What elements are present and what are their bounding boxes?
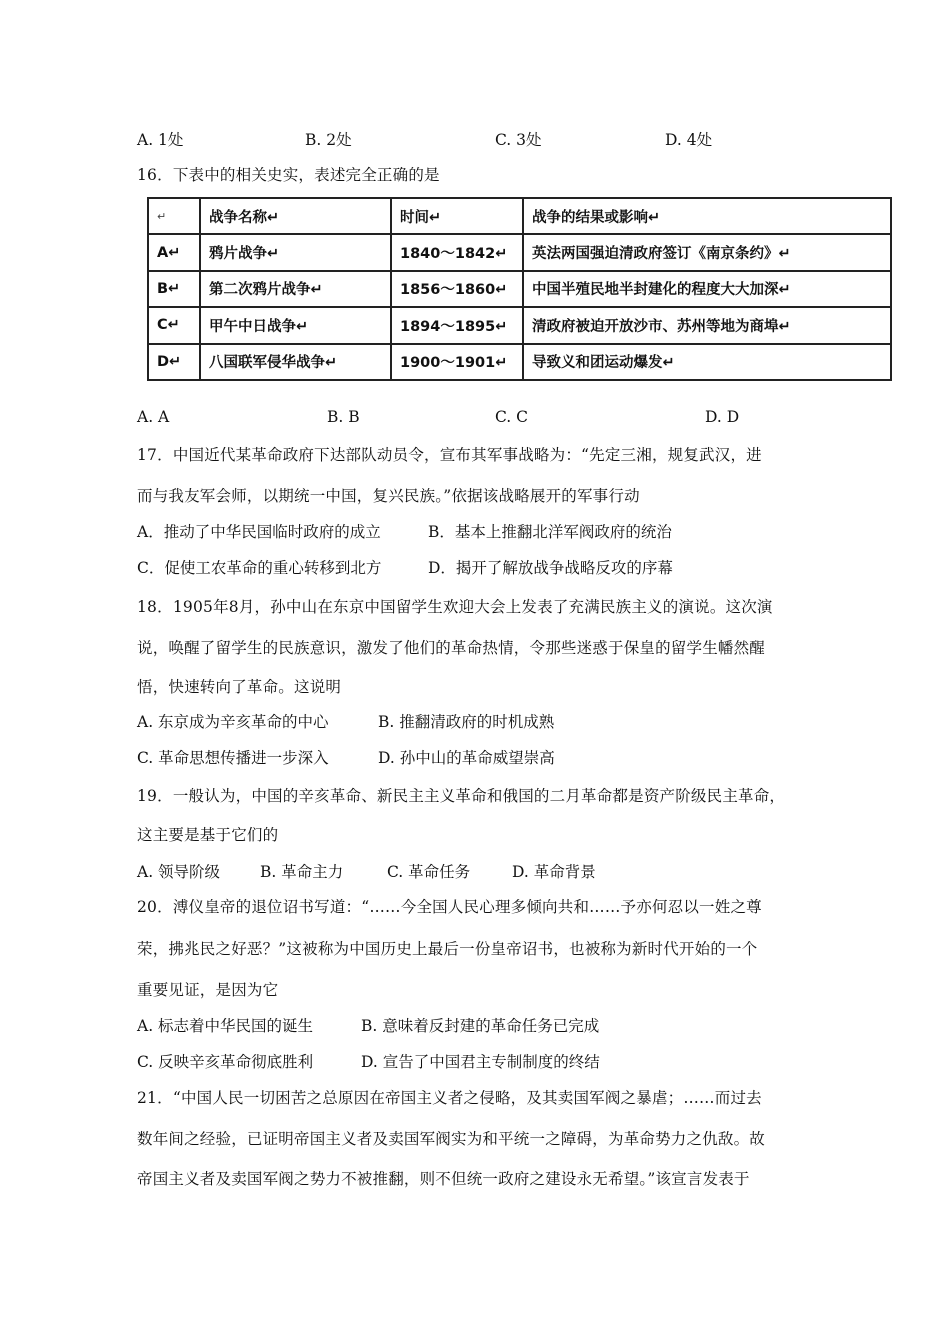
q19-stem-line: 这主要是基于它们的 <box>137 826 279 844</box>
table-cell: 英法两国强迫清政府签订《南京条约》↵ <box>523 234 891 270</box>
table-row <box>148 271 891 307</box>
q21-stem-line: 21．“中国人民一切困苦之总原因在帝国主义者之侵略，及其卖国军阀之暴虐；……而过去 <box>137 1089 762 1107</box>
q19-option-b: B. 革命主力 <box>260 863 344 881</box>
q18-stem-line: 悟，快速转向了革命。这说明 <box>137 678 342 696</box>
table-cell: 1856～1860↵ <box>391 271 523 307</box>
q18-option-b: B. 推翻清政府的时机成熟 <box>378 713 555 731</box>
q20-stem-line: 重要见证，是因为它 <box>137 981 279 999</box>
table-cell: 战争的结果或影响↵ <box>523 198 891 234</box>
q19-stem-line: 19．一般认为，中国的辛亥革命、新民主主义革命和俄国的二月革命都是资产阶级民主革命， <box>137 787 786 805</box>
q18-stem-line: 说，唤醒了留学生的民族意识，激发了他们的革命热情，令那些迷惑于保皇的留学生幡然醒 <box>137 639 766 657</box>
q19-option-c: C. 革命任务 <box>387 863 471 881</box>
q16-option-b: B. B <box>327 408 360 426</box>
q17-option-a: A．推动了中华民国临时政府的成立 <box>137 523 381 541</box>
table-cell: 鸦片战争↵ <box>200 234 391 270</box>
table-cell: 1840～1842↵ <box>391 234 523 270</box>
q21-stem-line: 帝国主义者及卖国军阀之势力不被推翻，则不但统一政府之建设永无希望。”该宣言发表于 <box>137 1170 750 1188</box>
table-cell: 八国联军侵华战争↵ <box>200 344 391 380</box>
q15-option-c: C. 3处 <box>495 131 542 149</box>
table-cell: A↵ <box>148 234 200 270</box>
q17-stem-line: 而与我友军会师，以期统一中国，复兴民族。”依据该战略展开的军事行动 <box>137 487 640 505</box>
table-cell: 第二次鸦片战争↵ <box>200 271 391 307</box>
q17-option-c: C．促使工农革命的重心转移到北方 <box>137 559 382 577</box>
q16-stem: 16．下表中的相关史实，表述完全正确的是 <box>137 166 440 184</box>
table-cell: C↵ <box>148 307 200 343</box>
q19-option-a: A. 领导阶级 <box>137 863 221 881</box>
q15-option-d: D. 4处 <box>665 131 713 149</box>
table-cell: B↵ <box>148 271 200 307</box>
q18-option-d: D. 孙中山的革命威望崇高 <box>378 749 555 767</box>
q18-option-c: C. 革命思想传播进一步深入 <box>137 749 329 767</box>
table-row <box>148 234 891 270</box>
q16-option-d: D. D <box>705 408 740 426</box>
q19-option-d: D. 革命背景 <box>512 863 596 881</box>
q17-option-b: B．基本上推翻北洋军阀政府的统治 <box>428 523 672 541</box>
q16-option-a: A. A <box>137 408 170 426</box>
q20-option-d: D. 宣告了中国君主专制制度的终结 <box>361 1053 600 1071</box>
table-cell: 1900～1901↵ <box>391 344 523 380</box>
table-row <box>148 307 891 343</box>
q21-stem-line: 数年间之经验，已证明帝国主义者及卖国军阀实为和平统一之障碍，为革命势力之仇敌。故 <box>137 1130 766 1148</box>
table-header-row <box>148 198 891 234</box>
table-cell: ↵ <box>148 198 200 234</box>
wars-table <box>147 197 892 381</box>
table-cell: 导致义和团运动爆发↵ <box>523 344 891 380</box>
table-cell: 时间↵ <box>391 198 523 234</box>
q20-stem-line: 20．溥仪皇帝的退位诏书写道：“……今全国人民心理多倾向共和……予亦何忍以一姓之尊 <box>137 898 762 916</box>
q16-option-c: C. C <box>495 408 529 426</box>
q17-option-d: D．揭开了解放战争战略反攻的序幕 <box>428 559 673 577</box>
q20-option-b: B. 意味着反封建的革命任务已完成 <box>361 1017 600 1035</box>
table-row <box>148 344 891 380</box>
q20-option-c: C. 反映辛亥革命彻底胜利 <box>137 1053 314 1071</box>
table-cell: 中国半殖民地半封建化的程度大大加深↵ <box>523 271 891 307</box>
q15-option-b: B. 2处 <box>305 131 352 149</box>
table-cell: D↵ <box>148 344 200 380</box>
q20-option-a: A. 标志着中华民国的诞生 <box>137 1017 314 1035</box>
table-cell: 战争名称↵ <box>200 198 391 234</box>
q18-option-a: A. 东京成为辛亥革命的中心 <box>137 713 329 731</box>
q15-option-a: A. 1处 <box>137 131 184 149</box>
table-cell: 1894～1895↵ <box>391 307 523 343</box>
table-cell: 清政府被迫开放沙市、苏州等地为商埠↵ <box>523 307 891 343</box>
q18-stem-line: 18．1905年8月，孙中山在东京中国留学生欢迎大会上发表了充满民族主义的演说。这次演 <box>137 598 773 616</box>
table-cell: 甲午中日战争↵ <box>200 307 391 343</box>
q20-stem-line: 荣，拂兆民之好恶？”这被称为中国历史上最后一份皇帝诏书，也被称为新时代开始的一个 <box>137 940 758 958</box>
q17-stem-line: 17．中国近代某革命政府下达部队动员令，宣布其军事战略为：“先定三湘，规复武汉，进 <box>137 446 762 464</box>
